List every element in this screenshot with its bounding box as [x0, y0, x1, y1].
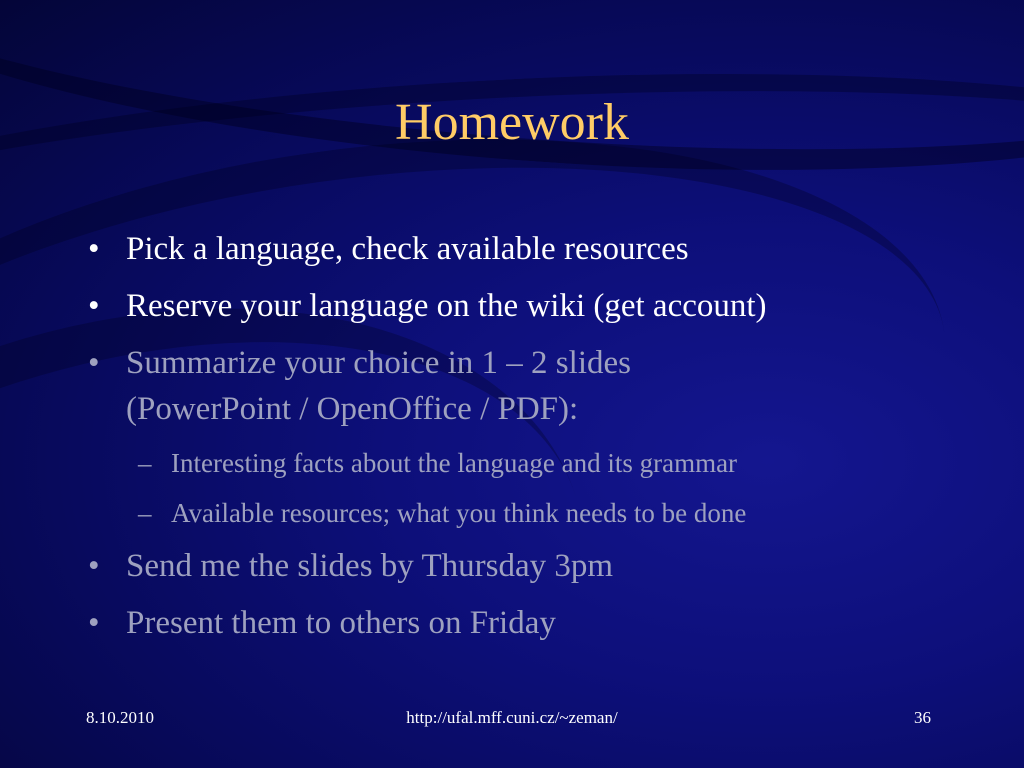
bullet-text: Reserve your language on the wiki (get account)	[126, 288, 767, 324]
bullet-text-line1: Summarize your choice in 1 – 2 slides	[126, 345, 631, 381]
footer-url: http://ufal.mff.cuni.cz/~zeman/	[406, 708, 618, 727]
footer-page-number: 36	[914, 708, 931, 727]
sub-bullet-item	[88, 493, 988, 533]
bullet-list	[88, 226, 988, 657]
bullet-icon: •	[88, 231, 100, 267]
bullet-text: Present them to others on Friday	[126, 605, 556, 641]
bullet-icon: •	[88, 548, 100, 584]
bullet-text-line2: (PowerPoint / OpenOffice / PDF):	[126, 391, 579, 427]
footer-date: 8.10.2010	[86, 708, 154, 727]
bullet-icon: •	[88, 605, 100, 641]
bullet-text: Pick a language, check available resources	[126, 231, 689, 267]
dash-icon: –	[138, 448, 152, 478]
bullet-item	[88, 600, 988, 646]
bullet-icon: •	[88, 288, 100, 324]
sub-bullet-text: Interesting facts about the language and its grammar	[171, 448, 738, 478]
bullet-item	[88, 340, 988, 432]
dash-icon: –	[138, 498, 152, 528]
bullet-item	[88, 226, 988, 272]
bullet-text: Send me the slides by Thursday 3pm	[126, 548, 614, 584]
slide-title: Homework	[395, 94, 629, 151]
bullet-icon: •	[88, 345, 100, 381]
sub-bullet-item	[88, 443, 988, 483]
bullet-item	[88, 543, 988, 589]
bullet-item	[88, 283, 988, 329]
sub-bullet-text: Available resources; what you think needs to be done	[171, 498, 747, 528]
